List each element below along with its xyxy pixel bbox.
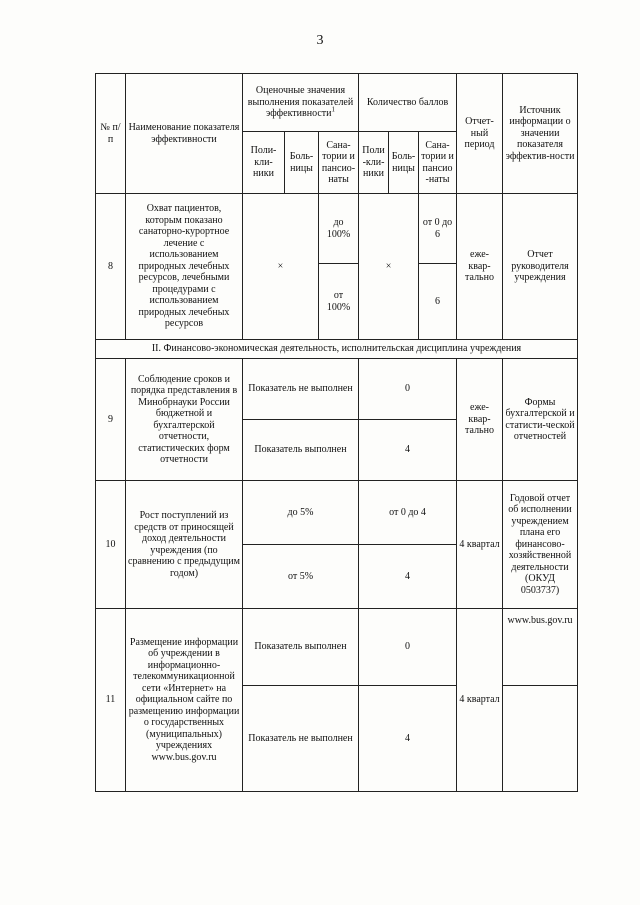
eval-value: Показатель выполнен — [243, 420, 359, 481]
report-period: 4 квартал — [457, 609, 503, 792]
header-score-group: Количество баллов — [359, 74, 457, 132]
header-eval-sanat: Сана-тории и пансио-наты — [319, 132, 359, 194]
report-period: еже-квар-тально — [457, 359, 503, 481]
eval-value: Показатель не выполнен — [243, 359, 359, 420]
efficiency-table — [95, 73, 578, 792]
row-number: 8 — [96, 194, 126, 340]
indicator-name: Охват пациентов, которым показано санаторно-курортное лечение с использованием природных лечебных ресурсов, лечебными процедурами с использованием природных лечебных ресурсов — [126, 194, 243, 340]
header-name: Наименование показателя эффективности — [126, 74, 243, 194]
report-period: еже-квар-тально — [457, 194, 503, 340]
section-title: II. Финансово-экономическая деятельность, исполнительская дисциплина учреждения — [96, 340, 578, 359]
score-value: 0 — [359, 609, 457, 686]
table-row — [96, 359, 578, 420]
page-number: 3 — [316, 33, 324, 48]
eval-value: Показатель выполнен — [243, 609, 359, 686]
row-number: 10 — [96, 481, 126, 609]
info-source: www.bus.gov.ru — [503, 609, 578, 686]
indicator-name: Рост поступлений из средств от приносящей доход деятельности учреждения (по сравнению с предыдущим годом) — [126, 481, 243, 609]
header-eval-hosp: Боль-ницы — [285, 132, 319, 194]
header-score-sanat: Сана-тории и пансио-наты — [419, 132, 457, 194]
header-source: Источник информации о значении показателя эффектив-ности — [503, 74, 578, 194]
eval-value: от 5% — [243, 545, 359, 609]
info-source: Годовой отчет об исполнении учреждением плана его финансово-хозяйственной деятельности (ОКУД 0503737) — [503, 481, 578, 609]
eval-value: от 100% — [319, 264, 359, 340]
eval-value: до 5% — [243, 481, 359, 545]
indicator-name: Размещение информации об учреждении в информационно-телекоммуникационной сети «Интернет» на официальном сайте по размещению информации о государственных (муниципальных) учреждениях www.bus.gov.ru — [126, 609, 243, 792]
eval-value: до 100% — [319, 194, 359, 264]
header-eval-group — [243, 74, 359, 132]
header-eval-poly: Поли-кли-ники — [243, 132, 285, 194]
footnote-marker: 1 — [331, 105, 336, 114]
row-number: 9 — [96, 359, 126, 481]
score-value: от 0 до 4 — [359, 481, 457, 545]
header-score-poly: Поли-кли-ники — [359, 132, 389, 194]
score-value: 4 — [359, 545, 457, 609]
info-source: Отчет руководителя учреждения — [503, 194, 578, 340]
score-value: 4 — [359, 686, 457, 792]
empty-cell — [503, 686, 578, 792]
header-period: Отчет-ный период — [457, 74, 503, 194]
header-eval-text: Оценочные значения выполнения показателей эффективности — [247, 85, 354, 120]
report-period: 4 квартал — [457, 481, 503, 609]
table-row — [96, 194, 578, 264]
table-row — [96, 609, 578, 686]
score-value: 4 — [359, 420, 457, 481]
section-row — [96, 340, 578, 359]
score-cross: × — [359, 194, 419, 340]
score-value: 6 — [419, 264, 457, 340]
eval-value: Показатель не выполнен — [243, 686, 359, 792]
eval-cross: × — [243, 194, 319, 340]
score-value: от 0 до 6 — [419, 194, 457, 264]
indicator-name: Соблюдение сроков и порядка представления в Минобрнауки России бюджетной и бухгалтерской отчетности, статистических форм отчетности — [126, 359, 243, 481]
header-num: № п/п — [96, 74, 126, 194]
table-row — [96, 481, 578, 545]
row-number: 11 — [96, 609, 126, 792]
header-score-hosp: Боль-ницы — [389, 132, 419, 194]
info-source: Формы бухгалтерской и статисти-ческой отчетностей — [503, 359, 578, 481]
score-value: 0 — [359, 359, 457, 420]
